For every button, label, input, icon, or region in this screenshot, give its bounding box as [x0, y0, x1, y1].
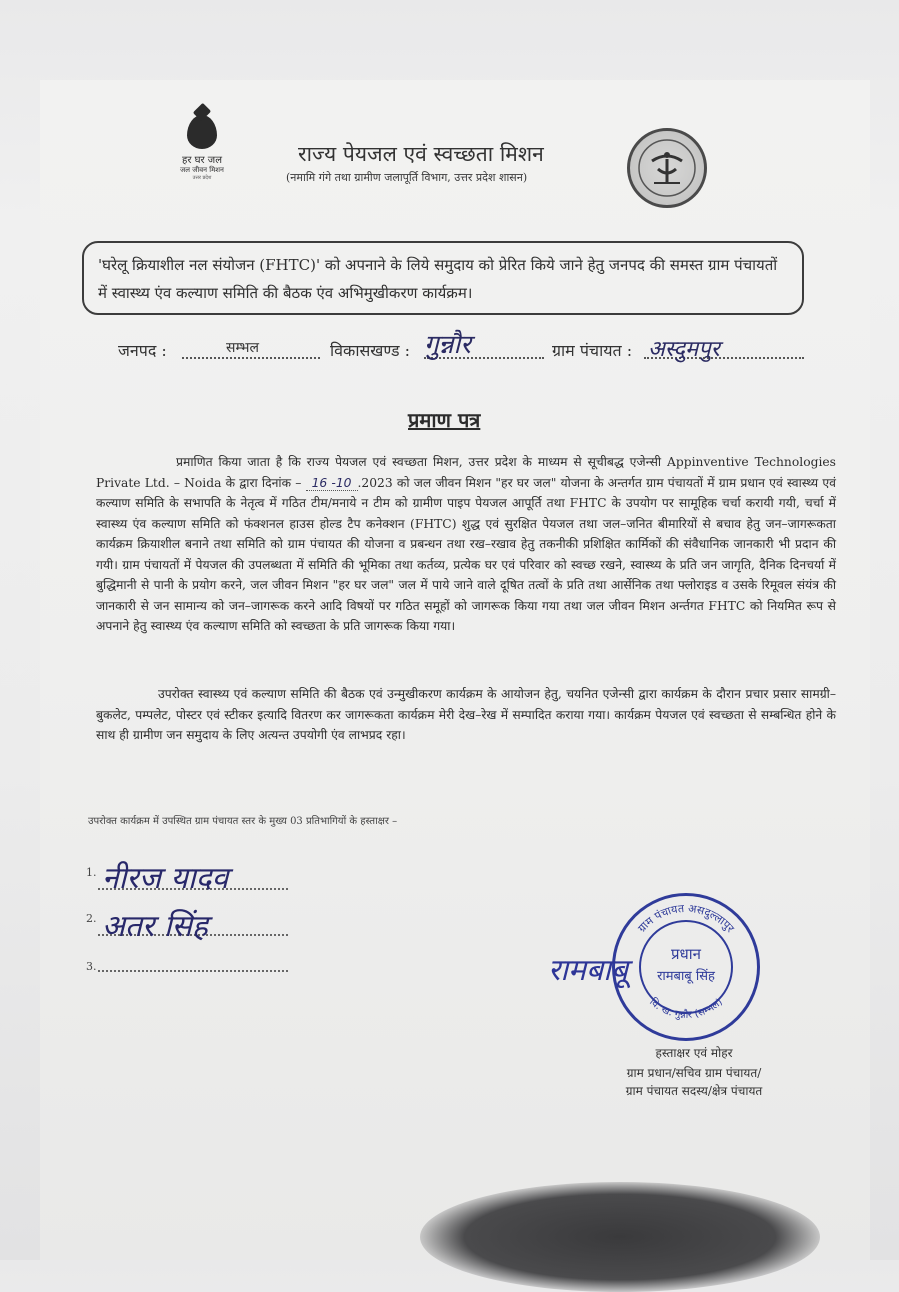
program-title-box: 'घरेलू क्रियाशील नल संयोजन (FHTC)' को अपनाने के लिये समुदाय को प्रेरित किये जाने हेतु जनपद की समस्त ग्राम पंचायतों में स्वास्थ्य एंव कल्याण समिति की बैठक एंव अभिमुखीकरण कार्यक्रम।	[82, 241, 804, 315]
pradhan-signature: रामबाबू	[548, 953, 629, 988]
p1-year: .2023	[357, 475, 393, 490]
stamp-name: रामबाबू सिंह	[657, 969, 715, 984]
stamp-ring-text: ग्राम पंचायत असदुल्लापुर	[635, 901, 737, 935]
district-dots	[182, 357, 320, 359]
panchayat-value: अस्दुमपुर	[648, 337, 720, 362]
stamp-ring-bottom-text: वि. ख. गुन्नौर (सम्भल)	[647, 996, 725, 1021]
signature-number-3: 3.	[86, 960, 97, 973]
sign-caption-line-3: ग्राम पंचायत सदस्य/क्षेत्र पंचायत	[625, 1084, 763, 1098]
logo-line-3: उत्तर प्रदेश	[192, 175, 212, 181]
district-value: सम्भल	[226, 340, 259, 356]
signature-number-1: 1.	[86, 866, 97, 879]
block-value: गुन्नौर	[424, 330, 471, 360]
stamp-center	[639, 920, 733, 1014]
logo-line-2: जल जीवन मिशन	[180, 166, 224, 174]
mission-subtitle: (नमामि गंगे तथा ग्रामीण जलापूर्ति विभाग, उत्तर प्रदेश शासन)	[286, 171, 528, 184]
participant-signature-1: नीरज यादव	[102, 861, 229, 896]
sign-caption-line-1: हस्ताक्षर एवं मोहर	[655, 1046, 733, 1060]
har-ghar-jal-logo	[162, 115, 242, 182]
certificate-paragraph-1	[96, 452, 836, 637]
logo-line-1: हर घर जल	[182, 155, 222, 166]
uttar-pradesh-emblem-icon	[627, 128, 707, 208]
stamp-title: प्रधान	[671, 945, 701, 963]
location-fields	[118, 330, 818, 383]
block-label: विकासखण्ड :	[330, 341, 411, 360]
photo-shadow	[420, 1182, 820, 1292]
p1-before-date: प्रमाणित किया जाता है कि राज्य पेयजल एवं स्वच्छता मिशन, उत्तर प्रदेश के माध्यम से सूचीबद्ध एजेन्सी Appinventive Technologies Private Ltd. – Noida के द्वारा दिनांक –	[96, 455, 836, 490]
panchayat-label: ग्राम पंचायत :	[552, 341, 633, 360]
p1-date-handwritten: 16 -10	[306, 476, 358, 491]
district-label: जनपद :	[118, 341, 167, 360]
mission-title: राज्य पेयजल एवं स्वच्छता मिशन	[298, 142, 544, 166]
signature-line-3	[98, 970, 288, 972]
p1-after-date: को जल जीवन मिशन "हर घर जल" योजना के अन्तर्गत ग्राम पंचायतों में ग्राम प्रधान एवं स्वास्थ्य एवं कल्याण समिति के सभापति के नेतृत्व में गठित टीम/मनाये न टीम को ग्रामीण पाइप पेयजल आपूर्ति तथा FHTC के उपयोग पर सामूहिक चर्चा करायी गयी, चर्चा में स्वास्थ्य एंव कल्याण समिति को फंक्शनल हाउस होल्ड टैप कनेक्शन (FHTC) शुद्ध एवं सुरक्षित पेयजल तथा जल–जनित बीमारियों से बचाव हेतु जन–जागरूकता कार्यक्रम क्रियाशील बनाने तथा समिति को ग्राम पंचायत की योजना व प्रबन्धन तथा रख–रखाव हेतु तकनीकी प्रशिक्षित कार्मिकों की संवैधानिक जानकारी भी प्रदान की गयी। ग्राम पंचायतों में पेयजल की उपलब्धता में समिति की भूमिका तथा कर्तव्य, प्रत्येक घर एवं परिवार को स्वच्छ रखने, स्वास्थ्य के प्रति जन जागृति, दैनिक दिनचर्या में बुद्धिमानी से पानी के प्रयोग करने, जल जीवन मिशन "हर घर जल" जल में पाये जाने वाले दूषित तत्वों के प्रति तथा आर्सेनिक तथा फ्लोराइड व उसके रिमूवल संयंत्र की जानकारी से जन सामान्य को जन–जागरूक करने आदि विषयों पर गठित समूहों को जागरूक किया गया तथा जल जीवन मिशन अर्न्तगत FHTC को नियमित रूप से अपनाने हेतु स्वास्थ्य एंव कल्याण समिति को स्वच्छता के प्रति जागरूक किया गया।	[96, 475, 836, 633]
participants-signature-intro: उपरोक्त कार्यक्रम में उपस्थित ग्राम पंचायत स्तर के मुख्य 03 प्रतिभागियों के हस्ताक्षर –	[88, 816, 398, 827]
water-drop-icon	[187, 115, 217, 149]
participant-signature-2: अतर सिंह	[102, 909, 208, 944]
sign-caption-line-2: ग्राम प्रधान/सचिव ग्राम पंचायत/	[626, 1066, 762, 1080]
signature-number-2: 2.	[86, 912, 97, 925]
certificate-heading: प्रमाण पत्र	[408, 408, 481, 432]
certificate-paragraph-2: उपरोक्त स्वास्थ्य एवं कल्याण समिति की बैठक एवं उन्मुखीकरण कार्यक्रम के आयोजन हेतु, चयनित एजेन्सी द्वारा कार्यक्रम के दौरान प्रचार प्रसार सामग्री–बुकलेट, पम्पलेट, पोस्टर एवं स्टीकर इत्यादि वितरण कर जागरूकता कार्यक्रम मेरी देख–रेख में सम्पादित कराया गया। कार्यक्रम पेयजल एवं स्वच्छता से सम्बन्धित होने के साथ ही ग्रामीण जन समुदाय के लिए अत्यन्त उपयोगी एंव लाभप्रद रहा।	[96, 687, 836, 742]
gram-panchayat-stamp	[612, 893, 760, 1041]
